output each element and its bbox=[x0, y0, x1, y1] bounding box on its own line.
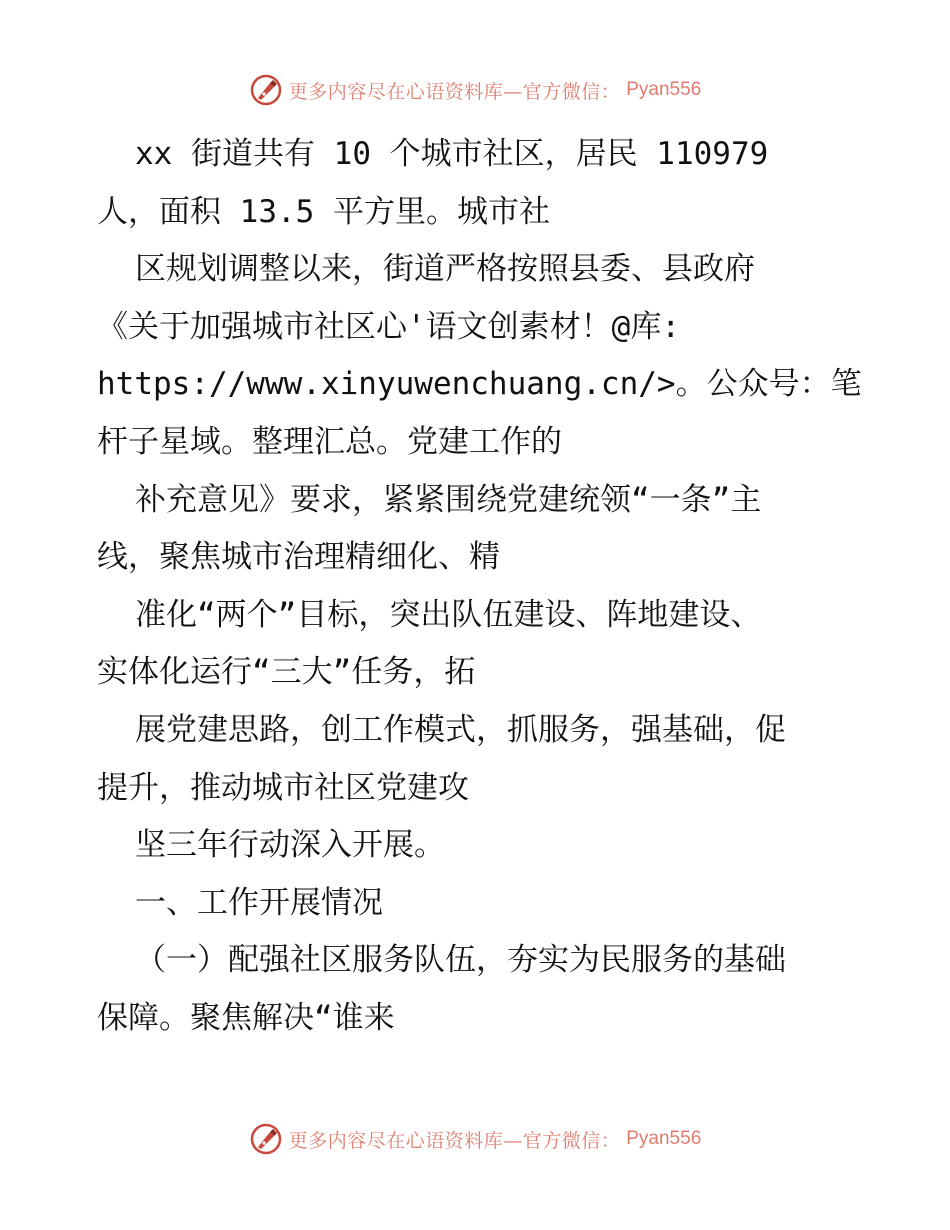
body-line: 实体化运行“三大”任务，拓 bbox=[97, 654, 476, 691]
body-line: （一）配强社区服务队伍，夯实为民服务的基础 bbox=[135, 942, 786, 979]
body-line: 《关于加强城市社区心'语文创素材！@库: bbox=[97, 308, 680, 345]
footer-banner-text: 更多内容尽在心语资料库—官方微信： bbox=[288, 1129, 621, 1152]
pen-nib-logo-icon bbox=[249, 1122, 283, 1156]
footer-wechat-id: Pyan556 bbox=[626, 1128, 702, 1149]
pen-nib-logo-icon bbox=[249, 73, 283, 107]
body-line: https://www.xinyuwenchuang.cn/>。公众号：笔 bbox=[97, 366, 862, 403]
body-line: xx 街道共有 10 个城市社区，居民 110979 bbox=[135, 136, 769, 172]
body-line: 杆子星域。整理汇总。党建工作的 bbox=[97, 423, 562, 460]
section-heading: 一、工作开展情况 bbox=[135, 884, 383, 921]
header-banner bbox=[0, 73, 950, 112]
document-body bbox=[97, 126, 862, 1048]
body-line: 保障。聚焦解决“谁来 bbox=[97, 999, 395, 1036]
footer-banner bbox=[0, 1122, 950, 1161]
body-line: 线，聚焦城市治理精细化、精 bbox=[97, 539, 500, 576]
header-wechat-id: Pyan556 bbox=[626, 79, 702, 100]
body-line: 坚三年行动深入开展。 bbox=[135, 827, 445, 864]
body-line: 准化“两个”目标，突出队伍建设、阵地建设、 bbox=[135, 596, 762, 633]
body-line: 区规划调整以来，街道严格按照县委、县政府 bbox=[135, 251, 755, 288]
body-line: 提升，推动城市社区党建攻 bbox=[97, 769, 469, 806]
body-line: 展党建思路，创工作模式，抓服务，强基础，促 bbox=[135, 711, 786, 748]
body-line: 补充意见》要求，紧紧围绕党建统领“一条”主 bbox=[135, 481, 762, 518]
body-line: 人，面积 13.5 平方里。城市社 bbox=[97, 193, 550, 230]
header-banner-text: 更多内容尽在心语资料库—官方微信： bbox=[288, 80, 621, 103]
